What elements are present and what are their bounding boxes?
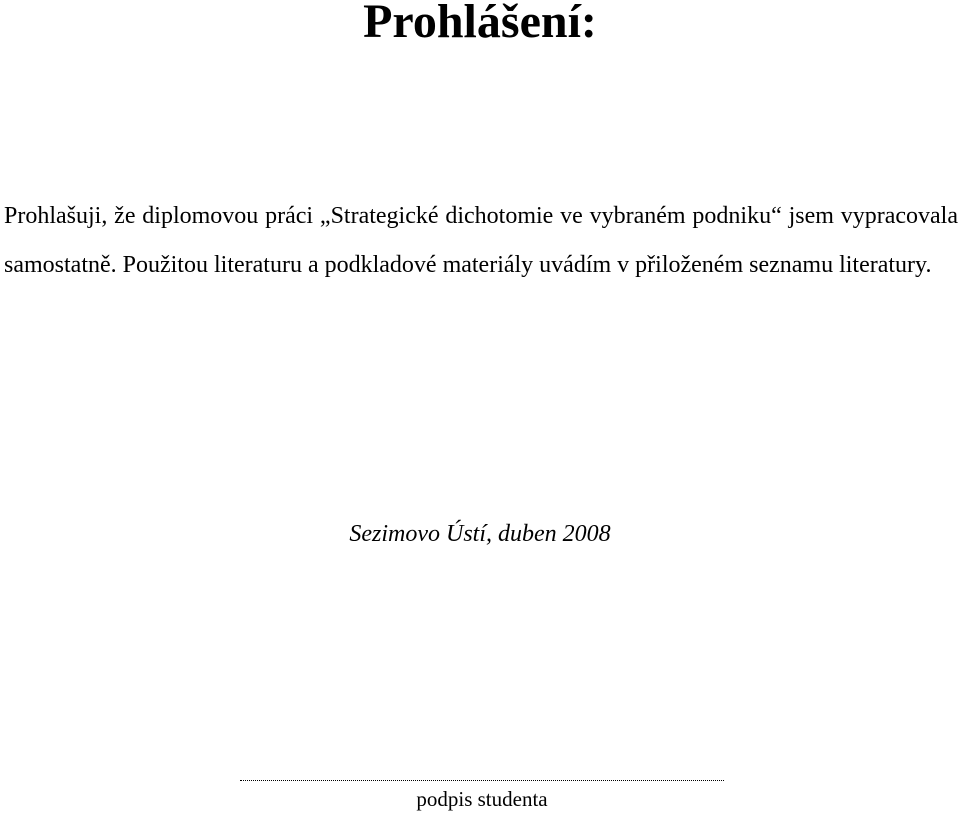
- signature-label: podpis studenta: [416, 787, 548, 811]
- place-date: Sezimovo Ústí, duben 2008: [349, 521, 611, 547]
- page-title: Prohlášení:: [363, 0, 597, 48]
- signature-line: [240, 780, 724, 781]
- declaration-text: Prohlašuji, že diplomovou práci „Strategické dichotomie ve vybraném podniku“ jsem vypracovala samostatně. Použitou literaturu a podkladové materiály uvádím v přiloženém seznamu literatury.: [4, 203, 958, 278]
